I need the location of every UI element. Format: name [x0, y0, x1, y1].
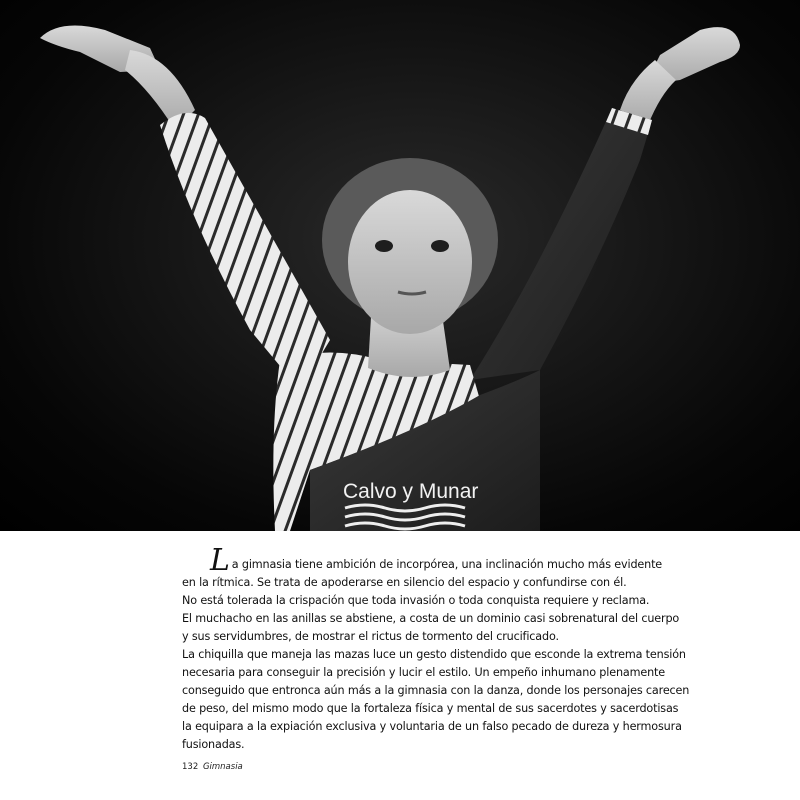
text-line: y sus servidumbres, de mostrar el rictus de tormento del crucificado. [182, 630, 559, 643]
first-line-text: a gimnasia tiene ambición de incorpórea, una inclinación mucho más evidente [231, 558, 663, 571]
leotard-brand: Calvo y Munar [343, 480, 479, 503]
text-line: de peso, del mismo modo que la fortaleza física y mental de sus sacerdotes y sacerdotisas [182, 702, 679, 715]
text-line: El muchacho en las anillas se abstiene, a costa de un dominio casi sobrenatural del cuerpo [182, 612, 680, 625]
text-line: La chiquilla que maneja las mazas luce un gesto distendido que esconde la extrema tensión [182, 648, 686, 661]
text-line: conseguido que entronca aún más a la gimnasia con la danza, donde los personajes carecen [182, 684, 690, 697]
first-paragraph-line [182, 543, 663, 578]
text-line: necesaria para conseguir la precisión y lucir el estilo. Un empeño inhumano plenamente [182, 666, 665, 679]
section-name: Gimnasia [202, 762, 243, 772]
drop-cap: L [210, 543, 230, 578]
text-line: No está tolerada la crispación que toda invasión o toda conquista requiere y reclama. [182, 594, 650, 607]
face [348, 190, 472, 334]
text-line: en la rítmica. Se trata de apoderarse en silencio del espacio y confundirse con él. [182, 576, 627, 589]
text-line: fusionadas. [182, 738, 245, 751]
text-line: la equipara a la expiación exclusiva y voluntaria de un falso pecado de dureza y hermosura [182, 720, 682, 733]
body-text [182, 543, 690, 754]
page-folio [182, 762, 243, 772]
page-number: 132 [182, 762, 199, 772]
left-sleeve [160, 113, 330, 390]
